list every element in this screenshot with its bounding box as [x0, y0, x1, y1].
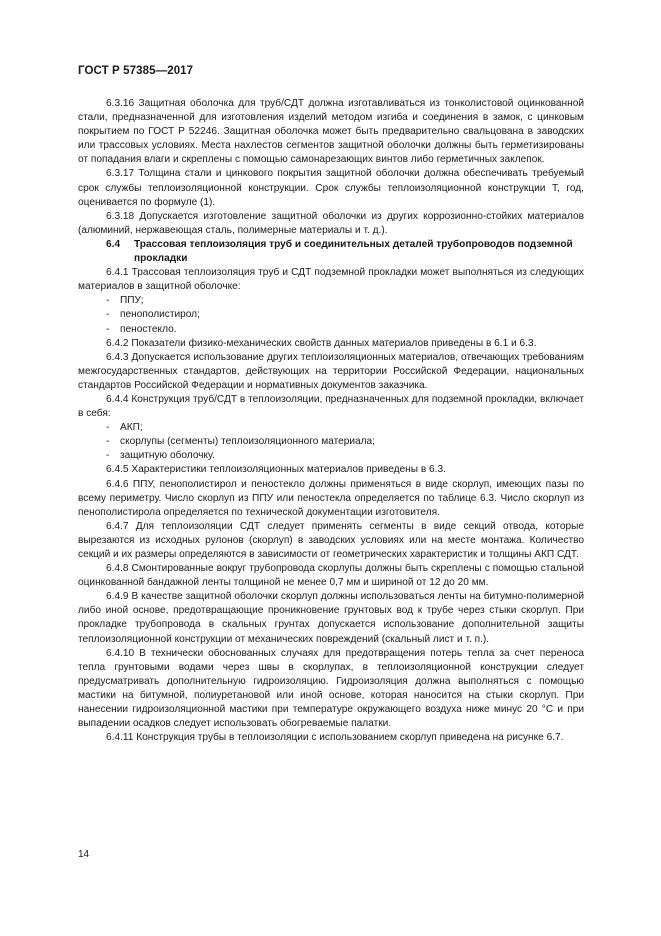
- list-item: - скорлупы (сегменты) теплоизоляционного материала;: [106, 436, 375, 448]
- clause-6-4-9: 6.4.9 В качестве защитной оболочки скорлуп должны использоваться ленты на битумно-полимерной либо иной основе, предотвращающие проникновение грунтовых вод к трубе через стыки скорлуп. При прокладке трубопровода в скальных грунтах допускается использование дополнительной защиты теплоизоляционной конструкции от механических повреждений (скальный лист и т. п.).: [78, 591, 584, 645]
- list-item: - ППУ;: [106, 295, 144, 307]
- list-item: - АКП;: [106, 422, 143, 434]
- clause-6-4-1: 6.4.1 Трассовая теплоизоляция труб и СДТ подземной прокладки может выполняться из следующих материалов в защитной оболочке:: [78, 267, 584, 293]
- clause-6-4-6: 6.4.6 ППУ, пенополистирол и пеностекло должны применяться в виде скорлуп, имеющих пазы по всему периметру. Число скорлуп из ППУ или пеностекла определяется по таблице 6.3. Число скорлуп из пенополистирола определяется по технической документации изготовителя.: [78, 478, 584, 518]
- clause-6-4-2: 6.4.2 Показатели физико-механических свойств данных материалов приведены в 6.1 и 6.3.: [106, 337, 537, 349]
- clause-6-4-5: 6.4.5 Характеристики теплоизоляционных материалов приведены в 6.3.: [106, 464, 446, 476]
- clause-6-4-4: 6.4.4 Конструкция труб/СДТ в теплоизоляции, предназначенных для подземной прокладки, включает в себя:: [78, 393, 584, 420]
- document-body: [78, 97, 584, 745]
- list-item: - пенополистирол;: [106, 309, 200, 321]
- section-number: 6.4: [106, 238, 121, 250]
- clause-6-4-11: 6.4.11 Конструкция трубы в теплоизоляции с использованием скорлуп приведена на рисунке 6.7.: [106, 732, 564, 744]
- clause-6-4-3: 6.4.3 Допускается использование других теплоизоляционных материалов, отвечающих требованиям межгосударственных стандартов, действующих на территории Российской Федерации, национальных стандартов Российской Федерации и нормативных документов заказчика.: [78, 351, 584, 391]
- section-title: Трассовая теплоизоляция труб и соединительных деталей трубопроводов подземной прокладки: [134, 238, 573, 265]
- clause-6-4-8: 6.4.8 Смонтированные вокруг трубопровода скорлупы должны быть скреплены с помощью стальной оцинкованной бандажной ленты толщиной не менее 0,7 мм и шириной от 12 до 20 мм.: [78, 563, 584, 589]
- clause-6-3-17: 6.3.17 Толщина стали и цинкового покрытия защитной оболочки должна обеспечивать требуемый срок службы теплоизоляционной конструкции. Срок службы теплоизоляционной конструкции Т, год, оценивается по формуле (1).: [78, 168, 584, 208]
- clause-6-3-16: 6.3.16 Защитная оболочка для труб/СДТ должна изготавливаться из тонколистовой оцинкованной стали, предназначенной для изготовления изделий методом изгиба и соединения в замок, с цинковым покрытием по ГОСТ Р 52246. Защитная оболочка может быть предварительно свальцована в заводских или трассовых условиях. Места нахлестов сегментов защитной оболочки должны быть герметизированы от попадания влаги и скреплены с помощью самонарезающих винтов либо герметичных заклепок.: [78, 98, 584, 166]
- construction-list: [78, 421, 584, 463]
- section-heading-6-4: [78, 238, 584, 266]
- clause-6-4-7: 6.4.7 Для теплоизоляции СДТ следует применять сегменты в виде секций отвода, которые вырезаются из исходных рулонов (скорлуп) в заводских условиях или на месте монтажа. Количество секций и их размеры определяются в зависимости от геометрических характеристик и толщины АКП СДТ.: [78, 520, 584, 560]
- materials-list: [78, 294, 584, 336]
- clause-6-4-10: 6.4.10 В технически обоснованных случаях для предотвращения потерь тепла за счет переноса тепла грунтовыми водами через швы в скорлупах, в теплоизоляционной конструкции следует предусматривать дополнительную гидроизоляцию. Гидроизоляция должна выполняться с помощью мастики на битумной, полиуретановой или иной основе, которая наносится на стыки скорлуп. При нанесении гидроизоляционной мастики при температуре окружающего воздуха ниже минус 20 °С и при выпадении осадков следует использовать обогреваемые палатки.: [78, 647, 584, 730]
- list-item: - пеностекло.: [106, 323, 177, 335]
- list-item: - защитную оболочку.: [106, 450, 215, 462]
- clause-6-3-18: 6.3.18 Допускается изготовление защитной оболочки из других коррозионно-стойких материалов (алюминий, нержавеющая сталь, полимерные материалы и т. д.).: [78, 210, 584, 236]
- page-number: 14: [78, 849, 90, 860]
- document-header: ГОСТ Р 57385—2017: [78, 65, 194, 77]
